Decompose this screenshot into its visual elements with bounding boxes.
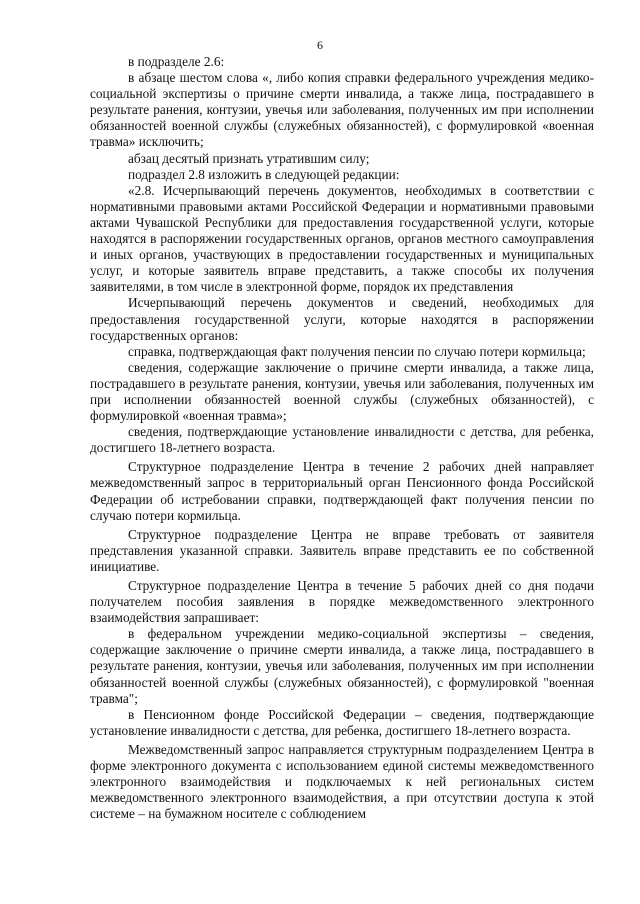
paragraph: абзац десятый признать утратившим силу; bbox=[128, 150, 370, 166]
paragraph: Исчерпывающий перечень документов и сведений, необходимых для предоставления государственной услуги, которые находятся в распоряжении государственных органов: bbox=[90, 295, 594, 343]
paragraph: «2.8. Исчерпывающий перечень документов, необходимых в соответствии с нормативными правовыми актами Российской Федерации и нормативными правовыми актами Чувашской Республики для предоставления государственной услуги, которые находятся в распоряжении государственных органов, органов местного самоуправления и иных органов, участвующих в предоставлении государственных и муниципальных услуг, и которые заявитель вправе представить, а также способы их получения заявителями, в том числе в электронной форме, порядок их представления bbox=[90, 182, 594, 295]
paragraph: справка, подтверждающая факт получения пенсии по случаю потери кормильца; bbox=[128, 343, 586, 359]
paragraph: в абзаце шестом слова «, либо копия справки федерального учреждения медико-социальной экспертизы о причине смерти инвалида, а также лица, пострадавшего в результате ранения, контузии, увечья или заболевания, полученных им при исполнении обязанностей военной службы (служебных обязанностей), с формулировкой «военная травма» исключить; bbox=[90, 70, 594, 150]
page-number: 6 bbox=[317, 38, 323, 52]
paragraph: Структурное подразделение Центра в течение 2 рабочих дней направляет межведомственный запрос в территориальный орган Пенсионного фонда Российской Федерации об истребовании справки, подтверждающей факт получения пенсии по случаю потери кормильца. bbox=[90, 459, 594, 523]
paragraph: Структурное подразделение Центра не вправе требовать от заявителя представления указанной справки. Заявитель вправе представить ее по собственной инициативе. bbox=[90, 526, 594, 574]
paragraph: сведения, содержащие заключение о причине смерти инвалида, а также лица, пострадавшего в результате ранения, контузии, увечья или заболевания, полученных им при исполнении обязанностей военной службы (служебных обязанностей), с формулировкой «военная травма»; bbox=[90, 359, 594, 424]
document-body bbox=[90, 54, 594, 822]
paragraph: Межведомственный запрос направляется структурным подразделением Центра в форме электронного документа с использованием единой системы межведомственного электронного взаимодействия и подключаемых к ней региональных систем межведомственного электронного взаимодействия, а при отсутствии доступа к этой системе – на бумажном носителе с соблюдением bbox=[90, 741, 594, 822]
paragraph: подраздел 2.8 изложить в следующей редакции: bbox=[128, 166, 400, 182]
paragraph: в Пенсионном фонде Российской Федерации – сведения, подтверждающие установление инвалидности с детства, для ребенка, достигшего 18-летнего возраста. bbox=[90, 706, 594, 738]
paragraph: сведения, подтверждающие установление инвалидности с детства, для ребенка, достигшего 18-летнего возраста. bbox=[90, 424, 594, 456]
paragraph: Структурное подразделение Центра в течение 5 рабочих дней со дня подачи получателем пособия заявления в порядке межведомственного электронного взаимодействия запрашивает: bbox=[90, 578, 594, 626]
paragraph: в федеральном учреждении медико-социальной экспертизы – сведения, содержащие заключение о причине смерти инвалида, а также лица, пострадавшего в результате ранения, контузии, увечья или заболевания, полученных им при исполнении обязанностей военной службы (служебных обязанностей), с формулировкой "военная травма"; bbox=[90, 626, 594, 706]
paragraph: в подразделе 2.6: bbox=[128, 54, 225, 69]
